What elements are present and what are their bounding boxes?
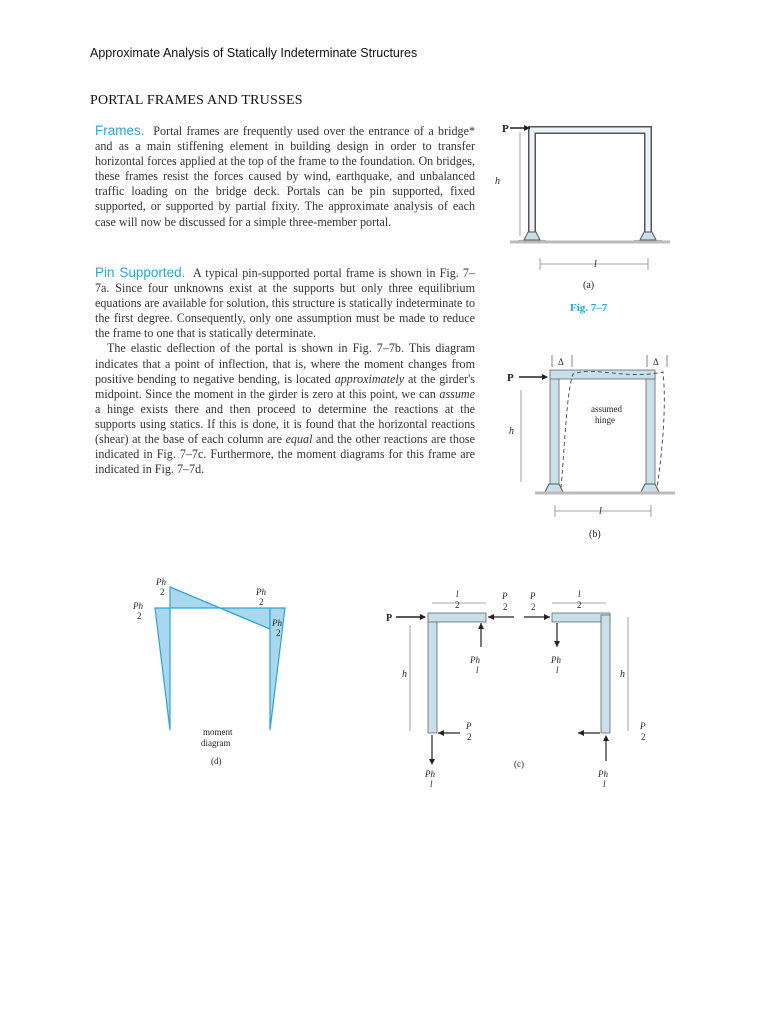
moment-label-left-ph: Ph [133,601,143,611]
height-label-c-left: h [402,669,407,680]
span-label-a: l [594,259,597,270]
delta-left: Δ [558,357,564,367]
figure-a [490,110,690,320]
pin-supported-paragraph [95,265,475,477]
column-left-b [550,375,559,490]
figure-d [125,575,300,775]
pin-lead: Pin Supported. [95,265,186,280]
height-label-c-right: h [620,669,625,680]
base-shear-right-p: P [640,721,646,731]
figure-caption: Fig. 7–7 [570,302,608,314]
pin-emph-approximately: approximately [334,371,405,386]
figure-b [495,350,685,545]
pin-text-1: A typical pin-supported portal frame is shown in Fig. 7–7a. Since four unknowns exist at the supports but only three equilibrium equations are available for solution, this structure is statically indeterminate to the first degree. Consequently, only one assumption must be made to reduce the frame to one that is statically determinate. [95,266,476,341]
load-label-a: P [502,123,509,135]
figure-c [380,585,670,795]
delta-right: Δ [653,357,659,367]
hinge-shear-left-p: P [502,591,508,601]
hinge-shear-right-p: P [530,591,536,601]
moment-label-right-ph: Ph [272,618,282,628]
fig-c-label: (c) [514,759,524,769]
half-span-right-l: l [578,589,581,599]
frames-lead: Frames. [95,123,145,138]
half-span-right-2: 2 [577,600,582,610]
moment-label-corner-2: 2 [259,597,264,607]
hinge-shear-right-2: 2 [531,602,536,612]
pin-support-right [634,232,662,241]
pin-text-2d: and the other reactions are those indicated in Fig. 7–7c. Furthermore, the moment diagrams for this frame are indicated in Fig. 7–7d. [95,432,476,477]
hinge-shear-left-2: 2 [503,602,508,612]
fig-d-label: (d) [211,756,222,766]
moment-label-right-2: 2 [276,628,281,638]
base-vertical-right-l: l [603,779,606,789]
frames-text: Portal frames are frequently used over the entrance of a bridge* and as a main stiffening element in building design in order to transfer horizontal forces applied at the top of the frame to the foundation. On bridges, these frames resist the forces caused by wind, earthquake, and unbalanced traffic loading on the bridge deck. Portals can be pin supported, fixed supported, or supported by partial fixity. The approximate analysis of each case will now be discussed for a simple three-member portal. [95,124,475,229]
hinge-vertical-left-ph: Ph [470,655,480,665]
pin-text-2c: a hinge exists there and then proceed to determine the reactions at the supports using statics. If this is done, it is found that the horizontal reactions (shear) at the base of each column are [95,401,475,447]
moment-label-top-ph: Ph [156,577,166,587]
hinge-label-1: assumed [591,404,622,414]
base-shear-right-2: 2 [641,732,646,742]
moment-label-top-2: 2 [160,587,165,597]
girder-b [550,370,655,379]
base-shear-left-p: P [466,721,472,731]
hinge-vertical-right-ph: Ph [551,655,561,665]
left-girder-c [428,613,486,622]
frames-paragraph [95,123,475,230]
pin-text-2a: The elastic deflection of the portal is shown in Fig. 7–7b. This diagram indicates that a point of inflection, that is, where the moment changes from positive bending to negative bending, is located [95,341,475,386]
right-column-c [601,615,610,733]
moment-diagram-label-2: diagram [201,738,231,748]
base-shear-left-2: 2 [467,732,472,742]
running-head: Approximate Analysis of Statically Indeterminate Structures [90,46,418,60]
base-vertical-right-ph: Ph [598,769,608,779]
moment-diagram-label-1: moment [203,727,233,737]
pin-emph-equal: equal [285,432,313,447]
left-column-c [428,615,437,733]
section-title: PORTAL FRAMES AND TRUSSES [90,93,303,108]
base-vertical-left-l: l [430,779,433,789]
load-label-c: P [386,613,393,624]
span-label-b: l [599,506,602,517]
moment-area-left-column [155,608,170,730]
hinge-label-2: hinge [595,415,615,425]
half-span-left-2: 2 [455,600,460,610]
moment-label-left-2: 2 [137,611,142,621]
load-label-b: P [507,372,514,384]
half-span-left-l: l [456,589,459,599]
pin-emph-assume: assume [439,386,475,401]
fig-a-label: (a) [583,280,595,291]
fig-b-label: (b) [589,529,601,540]
pin-text-2b: at the girder's midpoint. Since the moment in the girder is zero at this point, we can [95,371,476,401]
moment-label-corner-ph: Ph [256,587,266,597]
column-right-b [646,375,655,490]
pin-support-left [518,232,546,241]
frame-a-outline [532,130,648,238]
hinge-vertical-right-l: l [556,665,559,675]
height-label-a: h [495,176,500,187]
base-vertical-left-ph: Ph [425,769,435,779]
hinge-vertical-left-l: l [476,665,479,675]
height-label-b: h [509,426,514,437]
